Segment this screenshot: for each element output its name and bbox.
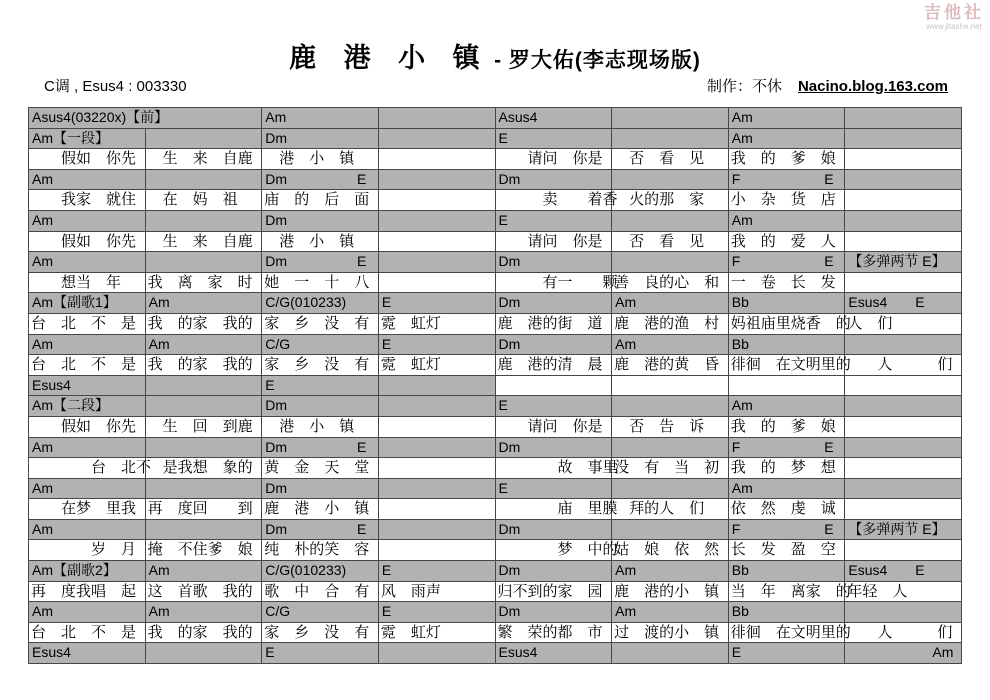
chord-cell: Am xyxy=(29,169,146,190)
chord-cell: Am xyxy=(728,478,845,499)
lyric-cell: 请问 你是 xyxy=(495,149,612,170)
chord-cell: E xyxy=(378,602,495,623)
lyric-cell: 鹿 港的小 镇 xyxy=(612,581,729,602)
lyric-cell: 风 雨声 xyxy=(378,581,495,602)
credit-line xyxy=(707,75,948,96)
lyric-cell: 家 乡 没 有 xyxy=(262,313,379,334)
lyric-cell: 否 看 见 xyxy=(612,231,729,252)
credit-blog-link[interactable]: Nacino.blog.163.com xyxy=(797,78,948,95)
empty-cell xyxy=(145,252,262,273)
chord-cell: Esus4 E xyxy=(845,293,962,314)
lyric-row xyxy=(29,355,962,376)
chord-cell: Am xyxy=(29,602,146,623)
chord-row xyxy=(29,602,962,623)
chord-cell: Dm E xyxy=(262,252,379,273)
lyric-cell: 掩 不住爹 娘 xyxy=(145,540,262,561)
empty-cell xyxy=(145,169,262,190)
chord-row xyxy=(29,210,962,231)
chord-cell: Am【一段】 xyxy=(29,128,146,149)
lyric-cell: 否 看 见 xyxy=(612,149,729,170)
page-title xyxy=(0,36,990,75)
empty-cell xyxy=(145,519,262,540)
empty-cell xyxy=(378,458,495,479)
empty-cell xyxy=(378,210,495,231)
lyric-cell: 我 的 爱 人 xyxy=(728,231,845,252)
chord-row xyxy=(29,519,962,540)
lyric-cell: 年轻 人 xyxy=(845,581,962,602)
empty-cell xyxy=(378,108,495,129)
chord-cell: E xyxy=(262,643,379,664)
chord-cell: Dm xyxy=(495,519,612,540)
empty-cell xyxy=(845,231,962,252)
empty-cell xyxy=(612,643,729,664)
empty-cell xyxy=(845,602,962,623)
empty-cell xyxy=(845,190,962,211)
empty-cell xyxy=(145,437,262,458)
lyric-cell: 假如 你先 xyxy=(29,231,146,252)
chord-cell: Am xyxy=(145,334,262,355)
lyric-cell: 再 度我唱 起 xyxy=(29,581,146,602)
lyric-cell: 我家 就住 xyxy=(29,190,146,211)
chord-cell: Dm E xyxy=(262,437,379,458)
lyric-cell: 我 的家 我的 xyxy=(145,622,262,643)
lyric-cell: 霓 虹灯 xyxy=(378,313,495,334)
lyric-cell: 庙 的 后 面 xyxy=(262,190,379,211)
empty-cell xyxy=(145,643,262,664)
empty-cell xyxy=(845,458,962,479)
chord-cell: Am xyxy=(728,210,845,231)
chord-cell: E xyxy=(495,128,612,149)
lyric-cell: 黄 金 天 堂 xyxy=(262,458,379,479)
chord-cell: Am xyxy=(612,293,729,314)
lyric-cell: 徘徊 在文明里的 xyxy=(728,622,845,643)
lyric-cell: 家 乡 没 有 xyxy=(262,622,379,643)
chord-cell: Am xyxy=(612,602,729,623)
artist-subtitle: - 罗大佑(李志现场版) xyxy=(494,49,701,72)
empty-cell xyxy=(378,437,495,458)
chord-cell: Am xyxy=(612,561,729,582)
lyric-cell: 姑 娘 依 然 xyxy=(612,540,729,561)
lyric-cell: 台 北 不 是 xyxy=(29,622,146,643)
lyric-cell: 一 卷 长 发 xyxy=(728,272,845,293)
chord-row xyxy=(29,334,962,355)
lyric-cell: 归不到的家 园 xyxy=(495,581,612,602)
watermark-logo-text: 吉他社 xyxy=(924,3,984,22)
chord-cell: Am xyxy=(845,643,962,664)
empty-cell xyxy=(612,108,729,129)
lyric-cell: 当 年 离家 的 xyxy=(728,581,845,602)
chord-cell: Am xyxy=(29,437,146,458)
empty-cell xyxy=(612,252,729,273)
lyric-cell: 我 离 家 时 xyxy=(145,272,262,293)
chord-cell: 【多弹两节 E】 xyxy=(845,252,962,273)
empty-cell xyxy=(378,272,495,293)
lyric-cell: 霓 虹灯 xyxy=(378,622,495,643)
lyric-cell: 鹿 港 小 镇 xyxy=(262,499,379,520)
lyric-cell: 这 首歌 我的 xyxy=(145,581,262,602)
empty-cell xyxy=(845,540,962,561)
empty-cell xyxy=(845,437,962,458)
lyric-cell: 依 然 虔 诚 xyxy=(728,499,845,520)
lyric-cell: 故 事里 xyxy=(495,458,612,479)
chord-cell: F E xyxy=(728,252,845,273)
lyric-cell: 想当 年 xyxy=(29,272,146,293)
chord-row xyxy=(29,561,962,582)
credit-label: 制作：不休 xyxy=(706,78,782,95)
chord-cell: Dm xyxy=(495,334,612,355)
lyric-cell: 请问 你是 xyxy=(495,231,612,252)
lyric-row xyxy=(29,272,962,293)
lyric-row xyxy=(29,458,962,479)
lyric-cell: 人 们 xyxy=(845,313,962,334)
chord-row xyxy=(29,478,962,499)
lyric-cell: 她 一 十 八 xyxy=(262,272,379,293)
lyric-cell: 台 北 不 是 xyxy=(29,313,146,334)
lyric-row xyxy=(29,499,962,520)
chord-cell: Dm xyxy=(495,293,612,314)
lyric-row xyxy=(29,149,962,170)
lyric-cell: 台 北不 xyxy=(29,458,146,479)
lyric-cell: 港 小 镇 xyxy=(262,231,379,252)
chord-cell: Esus4 xyxy=(29,375,146,396)
empty-cell xyxy=(612,437,729,458)
empty-cell xyxy=(845,396,962,417)
chord-row xyxy=(29,128,962,149)
chord-cell: Am xyxy=(29,210,146,231)
lyric-cell: 岁 月 xyxy=(29,540,146,561)
chord-cell: C/G(010233) xyxy=(262,293,379,314)
chord-cell: Dm xyxy=(495,561,612,582)
chord-cell: Am xyxy=(145,561,262,582)
chord-cell: F E xyxy=(728,519,845,540)
empty-cell xyxy=(378,499,495,520)
chord-cell: Dm E xyxy=(262,519,379,540)
chord-cell: Esus4 E xyxy=(845,561,962,582)
lyric-cell: 生 来 自鹿 xyxy=(145,149,262,170)
empty-cell xyxy=(845,499,962,520)
chord-cell: Am xyxy=(145,293,262,314)
lyric-cell: 再 度回 到 xyxy=(145,499,262,520)
chord-cell: Esus4 xyxy=(495,643,612,664)
empty-cell xyxy=(612,478,729,499)
key-info: C调 , Esus4 : 003330 xyxy=(44,78,187,95)
chord-cell: E xyxy=(378,334,495,355)
lyric-cell: 假如 你先 xyxy=(29,149,146,170)
lyric-cell: 卖 着香 xyxy=(495,190,612,211)
chord-cell: Bb xyxy=(728,602,845,623)
empty-cell xyxy=(845,149,962,170)
lyric-cell: 人 们 xyxy=(845,622,962,643)
lyric-cell: 小 杂 货 店 xyxy=(728,190,845,211)
empty-cell xyxy=(845,334,962,355)
lyric-cell: 我 的 爹 娘 xyxy=(728,149,845,170)
lyric-row xyxy=(29,416,962,437)
empty-cell xyxy=(378,540,495,561)
chord-cell: F E xyxy=(728,437,845,458)
lyric-cell: 否 告 诉 xyxy=(612,416,729,437)
lyric-cell: 鹿 港的渔 村 xyxy=(612,313,729,334)
chord-cell: Am【副歌1】 xyxy=(29,293,146,314)
chord-cell: Am xyxy=(29,252,146,273)
lyric-cell: 火的那 家 xyxy=(612,190,729,211)
empty-cell xyxy=(612,210,729,231)
lyric-cell: 繁 荣的都 市 xyxy=(495,622,612,643)
lyric-cell: 我 的 梦 想 xyxy=(728,458,845,479)
empty-cell xyxy=(845,108,962,129)
chord-row xyxy=(29,108,962,129)
chord-cell: Am xyxy=(728,396,845,417)
lyric-cell: 鹿 港的街 道 xyxy=(495,313,612,334)
lyric-row xyxy=(29,313,962,334)
chord-cell: Asus4 xyxy=(495,108,612,129)
chord-cell: F E xyxy=(728,169,845,190)
chord-cell: Am xyxy=(29,519,146,540)
chord-row xyxy=(29,169,962,190)
lyric-cell: 港 小 镇 xyxy=(262,416,379,437)
chord-cell: Am【二段】 xyxy=(29,396,146,417)
lyric-cell: 生 回 到鹿 xyxy=(145,416,262,437)
lyric-cell: 妈祖庙里烧香 的 xyxy=(728,313,845,334)
chord-row xyxy=(29,293,962,314)
lyric-cell: 人 们 xyxy=(845,355,962,376)
lyric-cell: 梦 中的 xyxy=(495,540,612,561)
empty-cell xyxy=(612,375,729,396)
chord-cell: Am xyxy=(612,334,729,355)
chord-cell: Bb xyxy=(728,293,845,314)
chord-sheet-table xyxy=(28,107,962,664)
chord-row xyxy=(29,252,962,273)
chord-cell: C/G(010233) xyxy=(262,561,379,582)
empty-cell xyxy=(495,375,612,396)
lyric-cell: 拜的人 们 xyxy=(612,499,729,520)
chord-sheet-body xyxy=(29,108,962,664)
empty-cell xyxy=(612,128,729,149)
chord-cell: Dm xyxy=(495,252,612,273)
chord-cell: Am xyxy=(29,478,146,499)
chord-cell: E xyxy=(495,478,612,499)
empty-cell xyxy=(845,169,962,190)
lyric-cell: 假如 你先 xyxy=(29,416,146,437)
chord-row xyxy=(29,437,962,458)
chord-cell: Dm xyxy=(262,478,379,499)
lyric-row xyxy=(29,540,962,561)
empty-cell xyxy=(845,210,962,231)
lyric-row xyxy=(29,581,962,602)
empty-cell xyxy=(378,396,495,417)
empty-cell xyxy=(378,128,495,149)
empty-cell xyxy=(378,643,495,664)
chord-cell: Am【副歌2】 xyxy=(29,561,146,582)
chord-cell: Asus4(03220x)【前】 xyxy=(29,108,262,129)
empty-cell xyxy=(378,252,495,273)
empty-cell xyxy=(378,519,495,540)
chord-cell: Dm xyxy=(262,128,379,149)
chord-cell: Am xyxy=(262,108,379,129)
empty-cell xyxy=(145,478,262,499)
empty-cell xyxy=(612,396,729,417)
lyric-cell: 港 小 镇 xyxy=(262,149,379,170)
site-watermark xyxy=(924,4,984,31)
lyric-cell: 长 发 盈 空 xyxy=(728,540,845,561)
empty-cell xyxy=(378,375,495,396)
empty-cell xyxy=(845,416,962,437)
lyric-cell: 歌 中 合 有 xyxy=(262,581,379,602)
lyric-row xyxy=(29,231,962,252)
chord-cell: Am xyxy=(728,108,845,129)
lyric-cell: 台 北 不 是 xyxy=(29,355,146,376)
chord-cell: E xyxy=(378,293,495,314)
lyric-cell: 鹿 港的清 晨 xyxy=(495,355,612,376)
empty-cell xyxy=(145,396,262,417)
chord-cell: E xyxy=(378,561,495,582)
empty-cell xyxy=(845,272,962,293)
chord-cell: Bb xyxy=(728,334,845,355)
chord-row xyxy=(29,375,962,396)
empty-cell xyxy=(728,375,845,396)
lyric-cell: 我 的 爹 娘 xyxy=(728,416,845,437)
empty-cell xyxy=(145,128,262,149)
empty-cell xyxy=(378,190,495,211)
chord-cell: Dm xyxy=(495,169,612,190)
chord-cell: 【多弹两节 E】 xyxy=(845,519,962,540)
chord-cell: E xyxy=(495,396,612,417)
lyric-cell: 在 妈 祖 xyxy=(145,190,262,211)
chord-cell: Dm xyxy=(495,437,612,458)
empty-cell xyxy=(378,478,495,499)
empty-cell xyxy=(845,128,962,149)
lyric-cell: 庙 里膜 xyxy=(495,499,612,520)
chord-cell: Dm xyxy=(495,602,612,623)
lyric-cell: 在梦 里我 xyxy=(29,499,146,520)
chord-cell: Esus4 xyxy=(29,643,146,664)
chord-row xyxy=(29,643,962,664)
lyric-cell: 霓 虹灯 xyxy=(378,355,495,376)
lyric-cell: 善 良的心 和 xyxy=(612,272,729,293)
lyric-cell: 有一 颗 xyxy=(495,272,612,293)
lyric-cell: 我 的家 我的 xyxy=(145,355,262,376)
lyric-cell: 我 的家 我的 xyxy=(145,313,262,334)
lyric-cell: 是我想 象的 xyxy=(145,458,262,479)
chord-cell: Am xyxy=(728,128,845,149)
chord-row xyxy=(29,396,962,417)
chord-cell: Dm E xyxy=(262,169,379,190)
chord-cell: Dm xyxy=(262,210,379,231)
empty-cell xyxy=(378,169,495,190)
song-title: 鹿 港 小 镇 xyxy=(289,43,490,73)
empty-cell xyxy=(145,210,262,231)
empty-cell xyxy=(378,416,495,437)
chord-cell: Dm xyxy=(262,396,379,417)
chord-cell: Am xyxy=(145,602,262,623)
empty-cell xyxy=(845,478,962,499)
lyric-cell: 生 来 自鹿 xyxy=(145,231,262,252)
lyric-cell: 徘徊 在文明里的 xyxy=(728,355,845,376)
lyric-row xyxy=(29,622,962,643)
chord-cell: C/G xyxy=(262,602,379,623)
watermark-url: www.jitashe.net xyxy=(926,21,982,31)
lyric-cell: 没 有 当 初 xyxy=(612,458,729,479)
empty-cell xyxy=(612,169,729,190)
empty-cell xyxy=(145,375,262,396)
lyric-cell: 鹿 港的黄 昏 xyxy=(612,355,729,376)
chord-cell: C/G xyxy=(262,334,379,355)
empty-cell xyxy=(378,149,495,170)
chord-cell: E xyxy=(262,375,379,396)
lyric-cell: 过 渡的小 镇 xyxy=(612,622,729,643)
lyric-cell: 请问 你是 xyxy=(495,416,612,437)
empty-cell xyxy=(845,375,962,396)
chord-cell: E xyxy=(495,210,612,231)
chord-cell: E xyxy=(728,643,845,664)
empty-cell xyxy=(378,231,495,252)
lyric-cell: 家 乡 没 有 xyxy=(262,355,379,376)
lyric-row xyxy=(29,190,962,211)
chord-cell: Am xyxy=(29,334,146,355)
chord-cell: Bb xyxy=(728,561,845,582)
empty-cell xyxy=(612,519,729,540)
lyric-cell: 纯 朴的笑 容 xyxy=(262,540,379,561)
